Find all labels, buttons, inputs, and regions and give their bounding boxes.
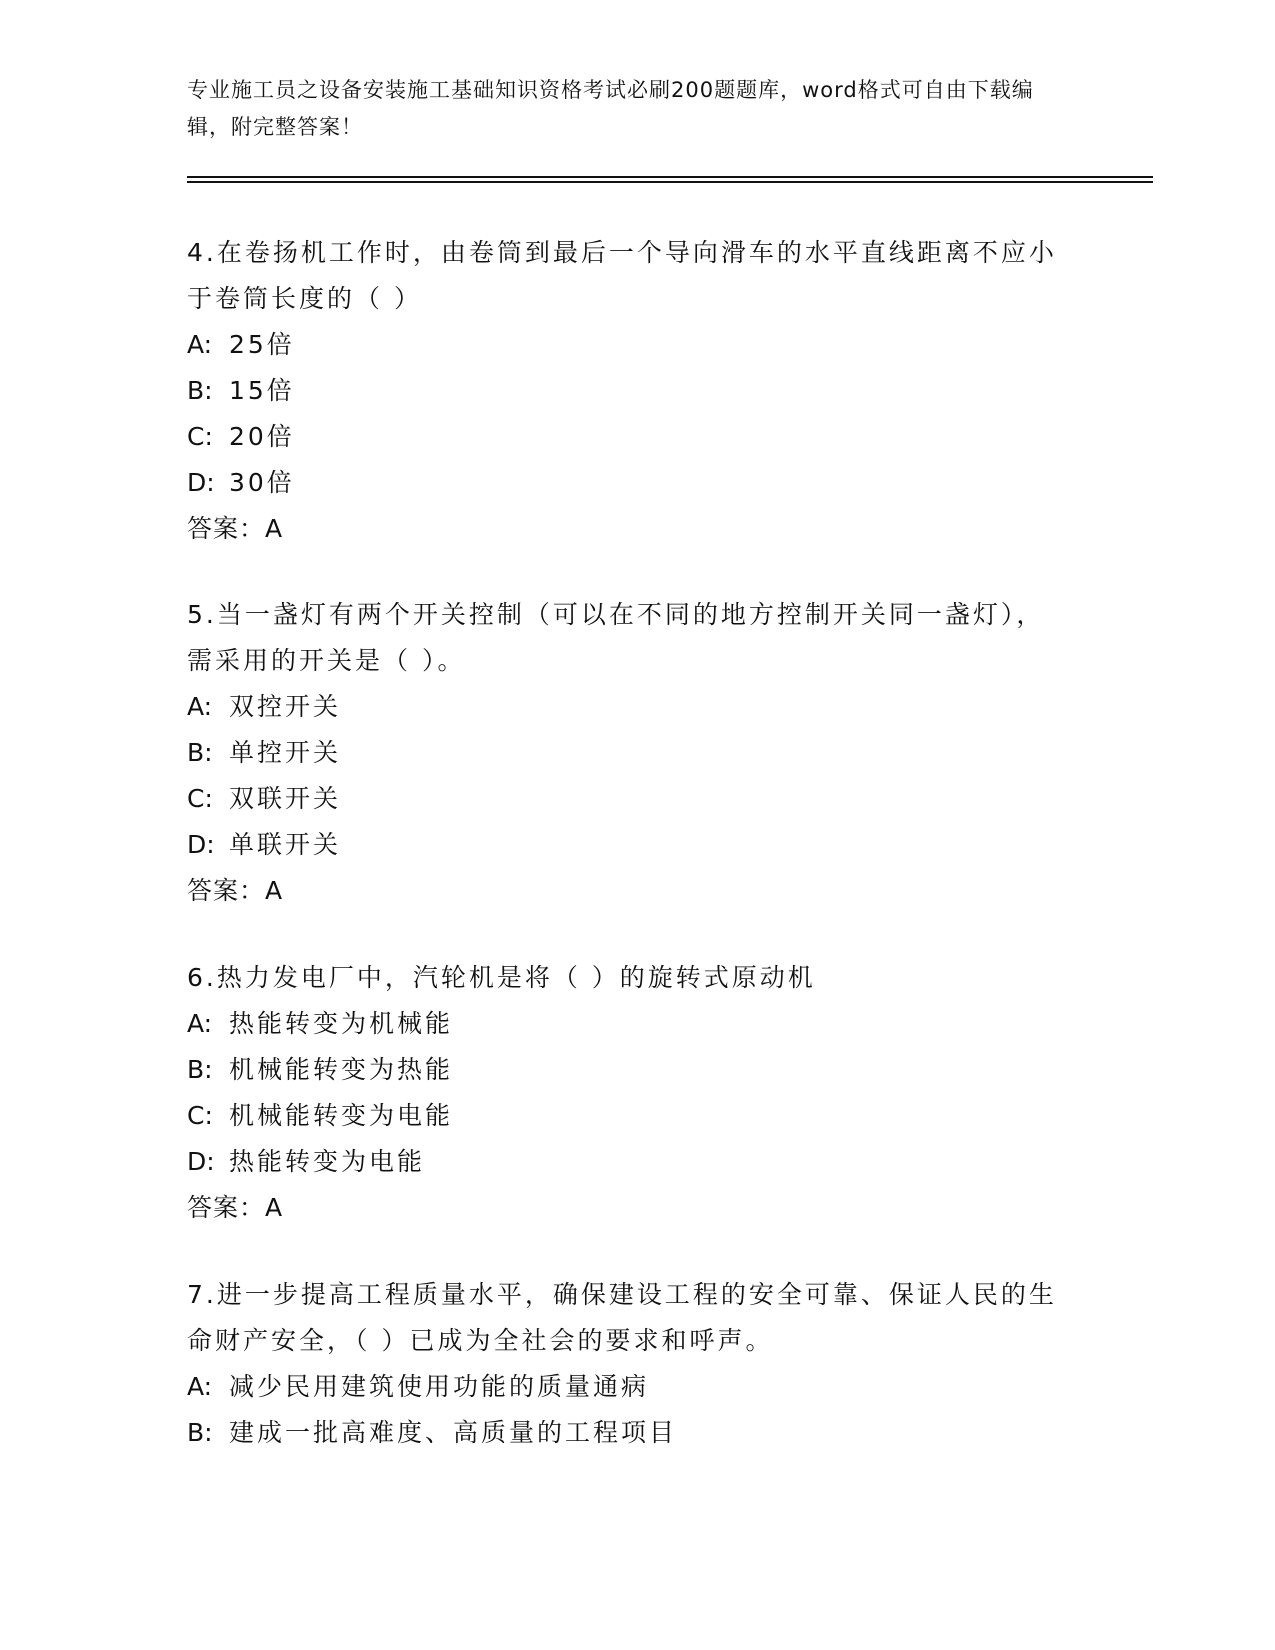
option-a xyxy=(187,1364,1067,1410)
option-text: 25倍 xyxy=(229,330,295,359)
option-letter: B: xyxy=(187,1055,213,1084)
option-letter: C: xyxy=(187,784,213,813)
option-text: 双控开关 xyxy=(229,692,342,721)
question-7 xyxy=(187,1272,1067,1456)
document-header: 专业施工员之设备安装施工基础知识资格考试必刷200题题库，word格式可自由下载编辑，附完整答案！ xyxy=(187,78,1034,139)
option-a xyxy=(187,684,1067,730)
option-c xyxy=(187,1093,1067,1139)
option-text: 减少民用建筑使用功能的质量通病 xyxy=(229,1372,650,1401)
option-a xyxy=(187,322,1067,368)
option-text: 单控开关 xyxy=(229,738,342,767)
question-stem: 6.热力发电厂中，汽轮机是将（ ）的旋转式原动机 xyxy=(187,963,816,992)
question-4 xyxy=(187,230,1067,552)
option-text: 单联开关 xyxy=(229,830,342,859)
option-letter: A: xyxy=(187,330,213,359)
option-letter: B: xyxy=(187,738,213,767)
option-b xyxy=(187,368,1067,414)
option-text: 热能转变为电能 xyxy=(229,1147,426,1176)
answer-line: 答案：A xyxy=(187,514,284,543)
header-divider-bottom xyxy=(187,181,1153,183)
option-letter: A: xyxy=(187,1009,213,1038)
option-letter: C: xyxy=(187,1101,213,1130)
option-text: 机械能转变为热能 xyxy=(229,1055,454,1084)
option-b xyxy=(187,1410,1067,1456)
option-letter: A: xyxy=(187,1372,213,1401)
option-text: 双联开关 xyxy=(229,784,342,813)
option-d xyxy=(187,822,1067,868)
question-stem: 5.当一盏灯有两个开关控制（可以在不同的地方控制开关同一盏灯），需采用的开关是（ ）。 xyxy=(187,600,1045,675)
option-c xyxy=(187,414,1067,460)
option-text: 20倍 xyxy=(229,422,295,451)
option-text: 30倍 xyxy=(229,468,295,497)
header-divider-top xyxy=(187,176,1153,178)
option-text: 建成一批高难度、高质量的工程项目 xyxy=(229,1418,678,1447)
question-stem: 4.在卷扬机工作时，由卷筒到最后一个导向滑车的水平直线距离不应小于卷筒长度的（ ） xyxy=(187,238,1057,313)
option-d xyxy=(187,1139,1067,1185)
answer-line: 答案：A xyxy=(187,876,284,905)
option-letter: D: xyxy=(187,468,215,497)
option-text: 机械能转变为电能 xyxy=(229,1101,454,1130)
option-a xyxy=(187,1001,1067,1047)
option-letter: C: xyxy=(187,422,213,451)
question-6 xyxy=(187,955,1067,1231)
answer-line: 答案：A xyxy=(187,1193,284,1222)
question-stem: 7.进一步提高工程质量水平，确保建设工程的安全可靠、保证人民的生命财产安全，（ ）已成为全社会的要求和呼声。 xyxy=(187,1280,1057,1355)
option-text: 热能转变为机械能 xyxy=(229,1009,454,1038)
option-c xyxy=(187,776,1067,822)
option-letter: B: xyxy=(187,1418,213,1447)
option-letter: A: xyxy=(187,692,213,721)
option-b xyxy=(187,1047,1067,1093)
question-5 xyxy=(187,592,1067,914)
option-text: 15倍 xyxy=(229,376,295,405)
option-letter: D: xyxy=(187,830,215,859)
option-b xyxy=(187,730,1067,776)
option-letter: D: xyxy=(187,1147,215,1176)
option-d xyxy=(187,460,1067,506)
option-letter: B: xyxy=(187,376,213,405)
